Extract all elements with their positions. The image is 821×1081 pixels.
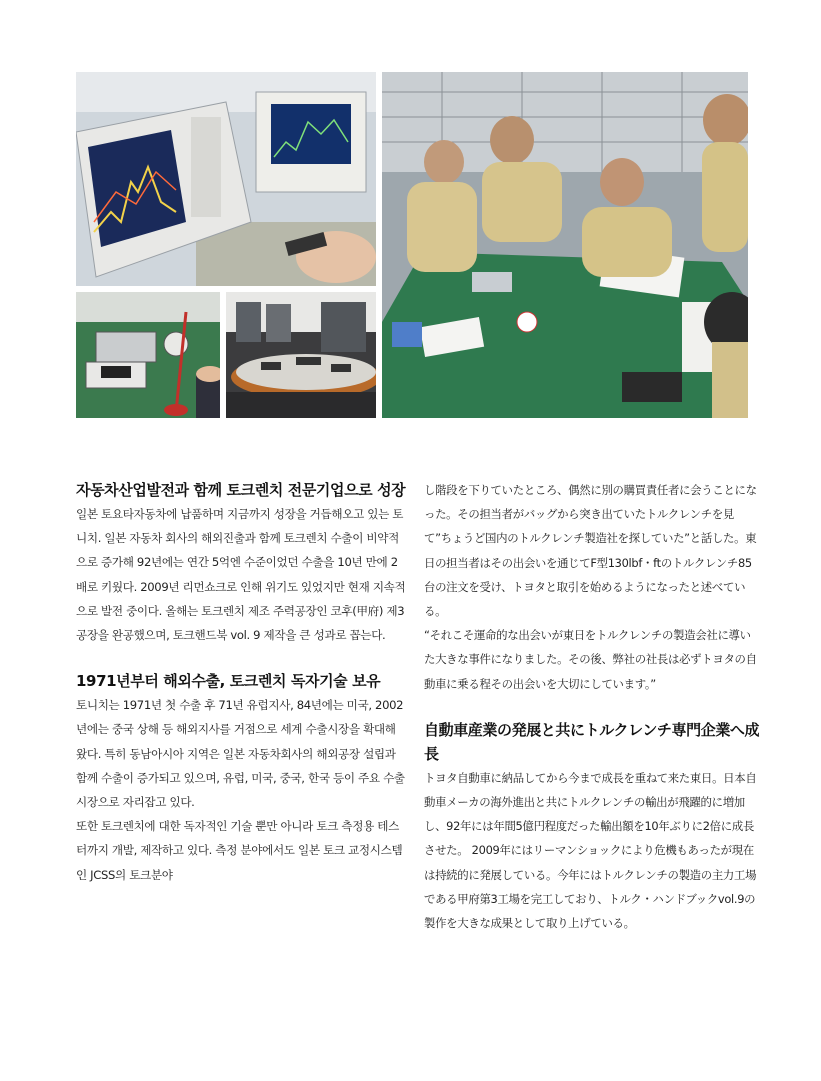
japanese-article-column xyxy=(424,478,760,935)
photo-torque-tester xyxy=(76,292,220,418)
photo-inspection-team xyxy=(382,72,748,418)
photo-showroom xyxy=(226,292,376,418)
photo-lab-analyzer xyxy=(76,72,376,286)
korean-section2-heading: 1971년부터 해외수출, 토크렌치 독자기술 보유 xyxy=(76,672,381,691)
japanese-continuation: し階段を下りていたところ、偶然に別の購買責任者に会うことになった。その担当者がバッグから突き出ていたトルクレンチを見て”ちょうど国内のトルクレンチ製造社を探していた”と話した。東日の担当者はその出会いを通じてF型130lbf・ftのトルクレンチ85台の注文を受け、トヨタと取引を始めるようになったと述べている。 xyxy=(424,483,757,619)
korean-section1-heading: 자동차산업발전과 함께 토크렌치 전문기업으로 성장 xyxy=(76,481,406,499)
japanese-section-heading: 自動車産業の発展と共にトルクレンチ専門企業へ成長 xyxy=(424,720,760,763)
korean-article-column xyxy=(76,478,406,887)
korean-section2-body2: 또한 토크렌치에 대한 독자적인 기술 뿐만 아니라 토크 측정용 테스터까지 개발, 제작하고 있다. 측정 분야에서도 일본 토크 교정시스템인 JCSS의 토크분야 xyxy=(76,819,403,882)
korean-section2-body1: 토니치는 1971년 첫 수출 후 71년 유럽지사, 84년에는 미국, 2002년에는 중국 상해 등 해외지사를 거점으로 세계 수출시장을 확대해 왔다. 특히 동남아시아 지역은 일본 자동차회사의 해외공장 설립과 함께 수출이 증가되고 있으며, 유럽, 미국, 중국, 한국 등이 주요 수출시장으로 자리잡고 있다. xyxy=(76,698,405,810)
korean-section1-body: 일본 토요타자동차에 납품하며 지금까지 성장을 거듭해오고 있는 토니치. 일본 자동차 회사의 해외진출과 함께 토크렌치 수출이 비약적으로 증가해 92년에는 연간 5억엔 수준이었던 수출을 10년 만에 2배로 키웠다. 2009년 리먼쇼크로 인해 위기도 있었지만 현재 지속적으로 발전 중이다. 올해는 토크렌치 제조 주력공장인 코후(甲府) 제3공장을 완공했으며, 토크핸드북 vol. 9 제작을 큰 성과로 꼽는다. xyxy=(76,507,406,643)
japanese-section-body: トヨタ自動車に納品してから今まで成長を重ねて来た東日。日本自動車メーカの海外進出と共にトルクレンチの輸出が飛躍的に増加し、92年には年間5億円程度だった輸出額を10年ぶりに2倍に成長させた。 2009年にはリーマンショックにより危機もあったが現在は持続的に発展している。今年にはトルクレンチの製造の主力工場である甲府第3工場を完工しており、トルク・ハンドブックvol.9の製作を大きな成果として取り上げている。 xyxy=(424,770,757,931)
japanese-quote: “それこそ運命的な出会いが東日をトルクレンチの製造会社に導いた大きな事件になりました。その後、弊社の社長は必ずトヨタの自動車に乗る程その出会いを大切にしています。” xyxy=(424,628,757,691)
